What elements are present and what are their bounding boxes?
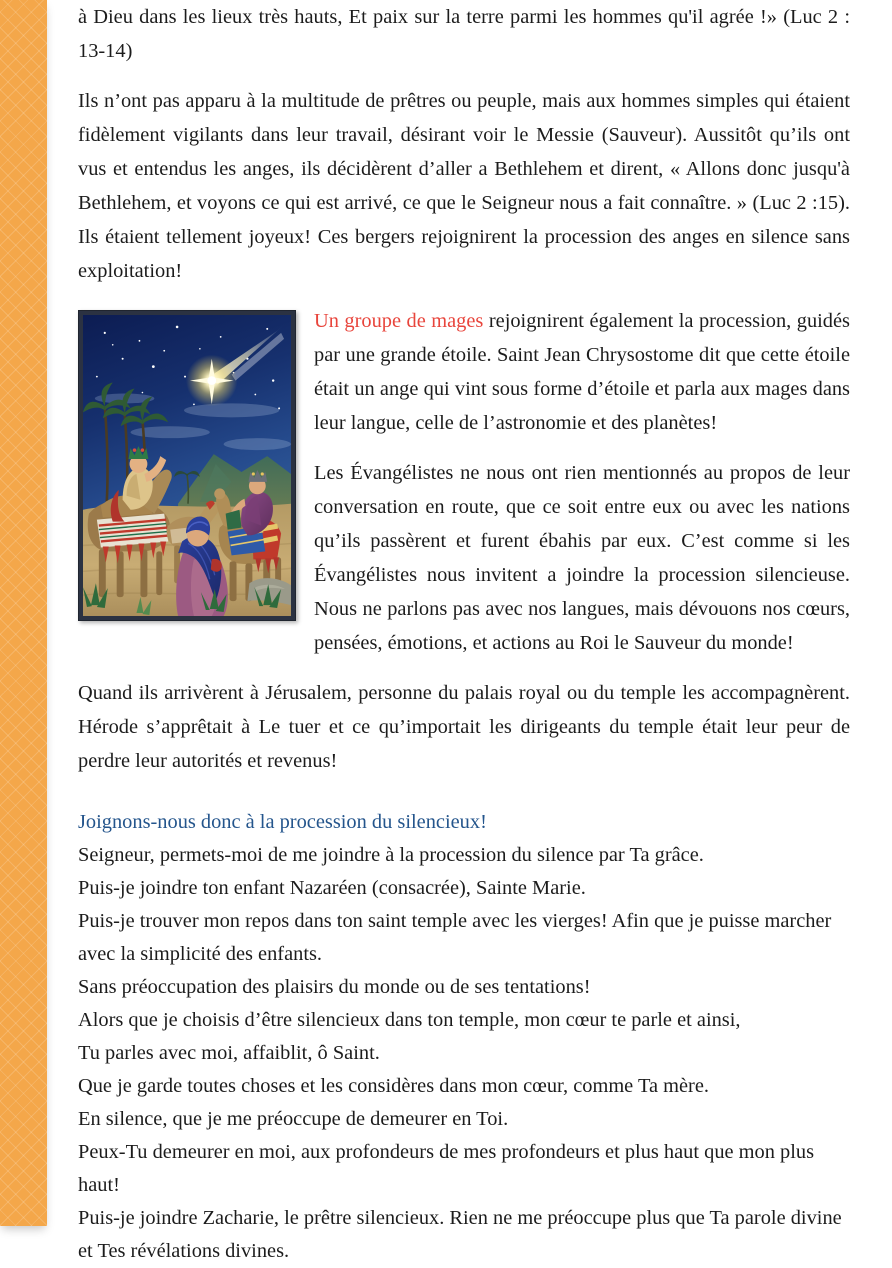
prayer-block xyxy=(78,806,850,1268)
prayer-line: Sans préoccupation des plaisirs du monde ou de ses tentations! xyxy=(78,976,591,998)
prayer-line: Puis-je joindre ton enfant Nazaréen (consacrée), Sainte Marie. xyxy=(78,877,586,899)
paragraph-jerusalem: Quand ils arrivèrent à Jérusalem, personne du palais royal ou du temple les accompagnèrent. Hérode s’apprêtait à Le tuer et ce qu’importait les dirigeants du temple était leur peur de perdre leur autorités et revenus! xyxy=(78,682,850,772)
prayer-line: Puis-je trouver mon repos dans ton saint temple avec les vierges! Afin que je puisse marcher avec la simplicité des enfants. xyxy=(78,910,832,965)
magi-lead-phrase: Un groupe de mages xyxy=(314,310,484,332)
paragraph-shepherds: Ils n’ont pas apparu à la multitude de prêtres ou peuple, mais aux hommes simples qui étaient fidèlement vigilants dans leur travail, désirant voir le Messie (Sauveur). Aussitôt qu’ils ont vus et entendus les anges, ils décidèrent d’aller a Bethlehem et dirent, « Allons donc jusqu'à Bethlehem, et voyons ce qui est arrivé, ce que le Seigneur nous a fait connaître. » (Luc 2 :15). Ils étaient tellement joyeux! Ces bergers rejoignirent la procession des anges en silence sans exploitation! xyxy=(78,90,850,282)
magi-illustration xyxy=(78,310,296,621)
prayer-line: En silence, que je me préoccupe de demeurer en Toi. xyxy=(78,1108,509,1130)
magi-illustration-artwork xyxy=(83,315,291,616)
paragraph-evangelists: Les Évangélistes ne nous ont rien mentionnés au propos de leur conversation en route, que ce soit entre eux ou avec les nations qu’ils passèrent et furent ébahis par eux. C’est comme si les Évangélistes nous invitent a joindre la procession silencieuse. Nous ne parlons pas avec nos langues, mais dévouons nos cœurs, pensées, émotions, et actions au Roi le Sauveur du monde! xyxy=(314,462,850,654)
prayer-line: Puis-je joindre Zacharie, le prêtre silencieux. Rien ne me préoccupe plus que Ta parole divine et Tes révélations divines. xyxy=(78,1207,842,1262)
prayer-heading: Joignons-nous donc à la procession du silencieux! xyxy=(78,811,487,833)
prayer-line: Alors que je choisis d’être silencieux dans ton temple, mon cœur te parle et ainsi, xyxy=(78,1009,741,1031)
prayer-line: Que je garde toutes choses et les considères dans mon cœur, comme Ta mère. xyxy=(78,1075,709,1097)
prayer-line: Peux-Tu demeurer en moi, aux profondeurs de mes profondeurs et plus haut que mon plus haut! xyxy=(78,1141,815,1196)
paragraph-scripture-quote: à Dieu dans les lieux très hauts, Et paix sur la terre parmi les hommes qu'il agrée !» (Luc 2 : 13-14) xyxy=(78,6,850,62)
prayer-line: Seigneur, permets-moi de me joindre à la procession du silence par Ta grâce. xyxy=(78,844,704,866)
magi-rest-text: rejoignirent également la procession, guidés par une grande étoile. Saint Jean Chrysostome dit que cette étoile était un ange qui vint sous forme d’étoile et parla aux mages dans leur langue, celle de l’astronomie et des planètes! xyxy=(314,310,850,434)
prayer-line: Tu parles avec moi, affaiblit, ô Saint. xyxy=(78,1042,380,1064)
decorative-side-bar xyxy=(0,0,47,1226)
page-content xyxy=(78,0,850,1262)
